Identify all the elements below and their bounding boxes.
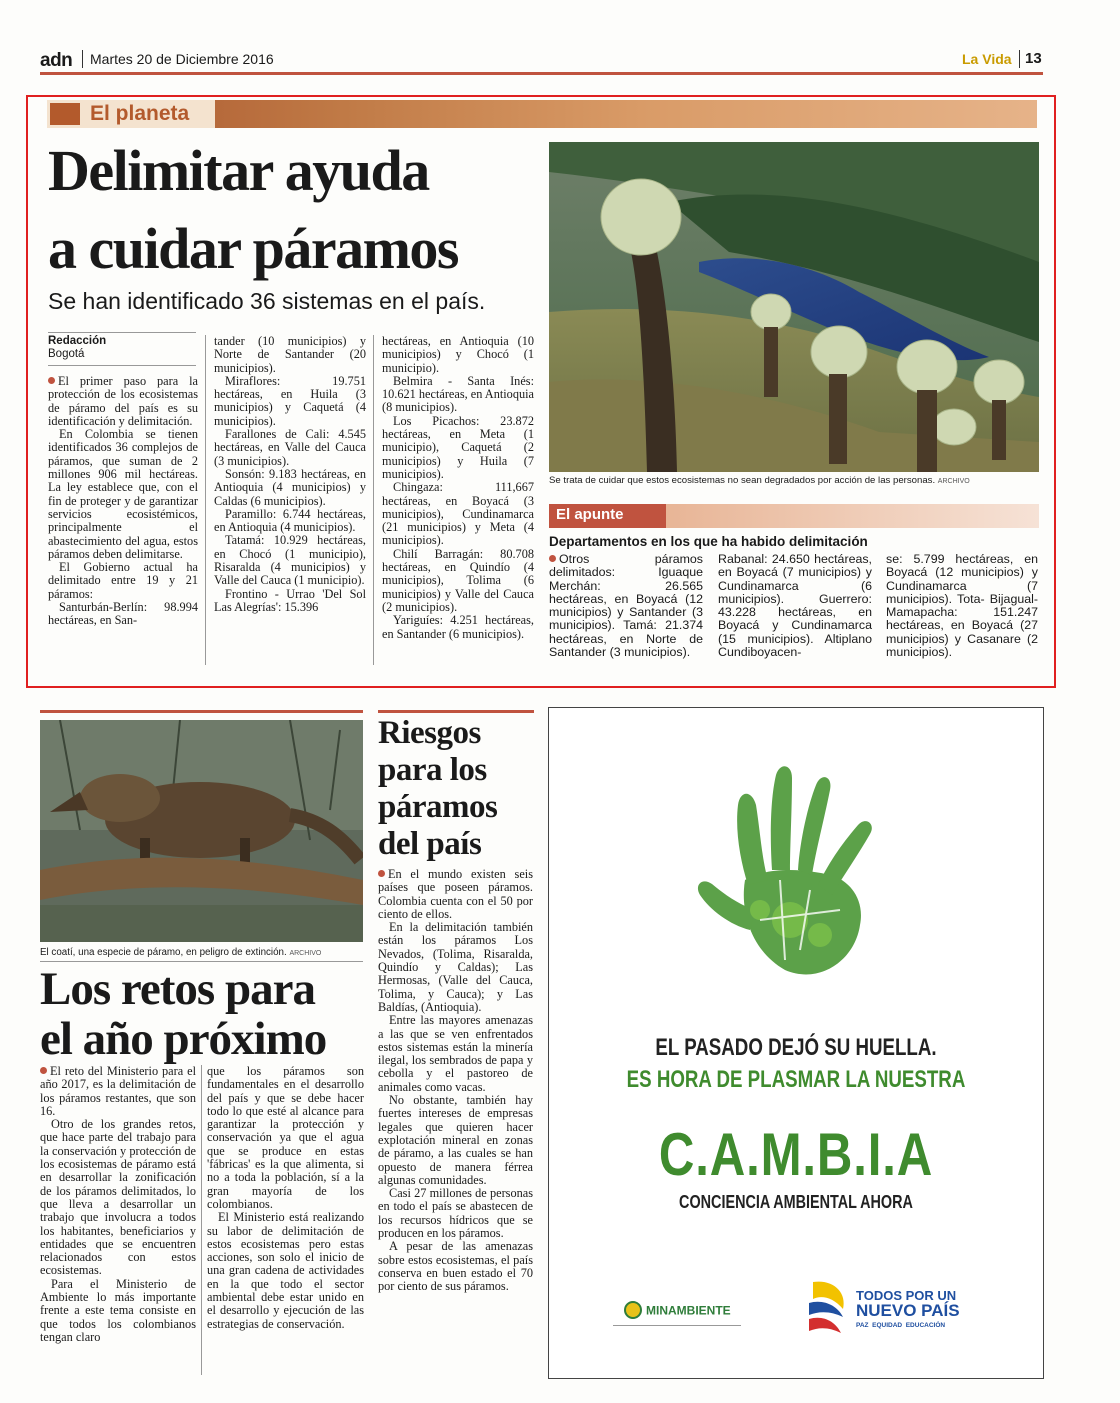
- riesgos-headline-line3: páramos: [378, 789, 498, 825]
- bullet-dot-icon: [378, 870, 385, 877]
- minambiente-logo: [624, 1301, 731, 1319]
- paragraph: Casi 27 millones de personas en todo el país se abastecen de los recursos hídricos que se producen en los páramos.: [378, 1186, 533, 1241]
- gov-logo-line2: NUEVO PAÍS: [856, 1301, 960, 1320]
- gov-logo-mark-icon: [803, 1277, 851, 1337]
- paragraph: No obstante, también hay fuertes intereses de empresas legales que quieren hacer explotación mineral en zonas de páramo, a las cuales se han opuesto de manera férrea algunas comunidades.: [378, 1093, 533, 1187]
- paragraph: Yariguíes: 4.251 hectáreas, en Santander (6 municipios).: [382, 613, 534, 641]
- bullet-dot-icon: [549, 555, 556, 562]
- section-square: [50, 103, 80, 125]
- paragraph: hectáreas, en Antioquia (10 municipios) y Chocó (1 municipio).: [382, 334, 534, 375]
- paragraph: Chilí Barragán: 80.708 hectáreas, en Quindío (4 municipios), Tolima (6 municipios) y Valle del Cauca (2 municipios).: [382, 546, 534, 614]
- caption-text: El coatí, una especie de páramo, en peligro de extinción.: [40, 947, 287, 958]
- paragraph: En la delimitación también están los páramos Los Nevados, (Tolima, Risaralda, Quindío y Caldas); Las Hermosas, (Valle del Cauca, Tolima, y Cauca); y Las Baldías, (Antioquia).: [378, 920, 533, 1014]
- paragraph: Belmira - Santa Inés: 10.621 hectáreas, en Antioquia (8 municipios).: [382, 373, 534, 415]
- ad-line2: ES HORA DE PLASMAR LA NUESTRA: [626, 1066, 966, 1093]
- section-label: El planeta: [90, 102, 190, 125]
- column-rule: [201, 1065, 202, 1375]
- paragraph: Chingaza: 111,667 hectáreas, en Boyacá (3 municipios), Cundinamarca (21 municipios) y Meta (4 municipios).: [382, 480, 534, 548]
- paragraph: Sonsón: 9.183 hectáreas, en Antioquia (4 municipios) y Caldas (6 municipios).: [214, 466, 366, 508]
- paragraph: que los páramos son fundamentales en el desarrollo del país y que se debe hacer todo lo que esté al alcance para garantizar la protección y conservación ya que el agua que se produce en estas 'fábricas' es la que alimenta, si no a toda la población, sí a la gran mayoría de los colombianos.: [207, 1064, 364, 1211]
- paragraph: El primer paso para la protección de los ecosistemas de páramo del país es su identificación y delimitación.: [48, 374, 198, 428]
- paragraph: tander (10 municipios) y Norte de Santander (20 municipios).: [214, 334, 366, 375]
- main-headline-line1: Delimitar ayuda: [48, 138, 429, 203]
- paragraph: Paramillo: 6.744 hectáreas, en Antioquia (4 municipios).: [214, 506, 366, 535]
- paramo-photo-caption: [549, 475, 1039, 487]
- caption-text: Se trata de cuidar que estos ecosistemas no sean degradados por acción de las personas.: [549, 475, 936, 486]
- ad-logos-rule: [613, 1325, 741, 1326]
- bullet-dot-icon: [40, 1067, 47, 1074]
- riesgos-top-rule: [378, 710, 534, 713]
- byline-rule-top: [48, 332, 196, 333]
- retos-col1: El reto del Ministerio para el año 2017, es la delimitación de los páramos restantes, que son 16. Otro de los grandes retos, que hace parte del trabajo para la conservación y protección de los ecosistemas de páramo está en desarrollar la zonificación de los páramos delimitados, lo que lleva a desarrollar un trabajo que involucra a todos los habitantes, beneficiarios y entidades que se encuentren relacionados con estos ecosistemas. Para el Ministerio de Ambiente lo más importante frente a este tema consiste en que todos los colombianos tengan claro: [40, 1064, 196, 1344]
- apunte-title: Departamentos en los que ha habido delimitación: [549, 534, 868, 549]
- gov-logo-line3: PAZ EQUIDAD EDUCACIÓN: [856, 1322, 946, 1329]
- paragraph: El Ministerio está realizando su labor de delimitación de estos ecosistemas pero estas acciones, son solo el inicio de una gran cadena de actividades en la que todo el sector ambiental debe estar unido en el desarrollo y ejecución de las estrategias de conservación.: [207, 1210, 364, 1331]
- main-article-col3: [382, 335, 534, 641]
- ad-line1: EL PASADO DEJÓ SU HUELLA.: [655, 1034, 937, 1061]
- main-article-col2: [214, 335, 366, 614]
- header-date: Martes 20 de Diciembre 2016: [90, 51, 274, 67]
- gov-logo-line1: TODOS POR UN: [856, 1288, 957, 1303]
- paragraph: A pesar de las amenazas sobre estos ecosistemas, el país conserva en buen estado el 70 por ciento de sus páramos.: [378, 1239, 533, 1294]
- byline-name: Redacción: [48, 335, 107, 347]
- retos-headline-line2: el año próximo: [40, 1013, 327, 1065]
- bullet-dot-icon: [48, 377, 55, 384]
- paragraph: Farallones de Cali: 4.545 hectáreas, en Valle del Cauca (3 municipios).: [214, 427, 366, 468]
- riesgos-body: En el mundo existen seis países que poseen páramos. Colombia cuenta con el 50 por ciento de ellos. En la delimitación también están los páramos Los Nevados, (Tolima, Risaralda, Quindío y Caldas); Las Hermosas, (Valle del Cauca, Tolima, y Cauca); y Las Baldías, (Antioquia). Entre las mayores amenazas a las que se ven enfrentados estos sistemas están la minería ilegal, los sembrados de papa y cebolla y el pastoreo de animales como vacas. No obstante, también hay fuertes intereses de empresas legales que quieren hacer explotación mineral en zonas de páramo, a las cuales se han opuesto de manera férrea algunas comunidades. Casi 27 millones de personas en todo el país se abastecen de los recursos hídricos que se producen en los páramos. A pesar de las amenazas sobre estos ecosistemas, el país conserva en buen estado el 70 por ciento de sus páramos.: [378, 867, 533, 1294]
- column-rule: [373, 335, 374, 665]
- byline-rule-bottom: [48, 365, 196, 366]
- byline-city: Bogotá: [48, 348, 85, 360]
- paragraph: Para el Ministerio de Ambiente lo más importante frente a este tema consiste en que todos los colombianos tengan claro: [40, 1276, 196, 1344]
- paragraph: Otro de los grandes retos, que hace parte del trabajo para la conservación y protección de los ecosistemas de páramo está en desarrollar la zonificación de los páramos delimitados, lo que lleva a desarrollar un trabajo que involucra a todos los habitantes, beneficiarios y entidades que se encuentren relacionados con estos ecosistemas.: [40, 1117, 196, 1278]
- caption-credit: ARCHIVO: [937, 478, 970, 485]
- header-section: La Vida: [962, 51, 1012, 67]
- ad-brand: C.A.M.B.I.A: [658, 1121, 934, 1188]
- apunte-col2: Rabanal: 24.650 hectáreas, en Boyacá (7 municipios) y Cundinamarca (6 municipios). Guerrero: 43.228 hectáreas, en Boyacá y Cundinamarca (15 municipios). Altiplano Cundiboyacen-: [718, 552, 872, 660]
- retos-col2: [207, 1065, 364, 1331]
- apunte-col1: Otros páramos delimitados: Iguaque Merchán: 26.565 hectáreas, en Boyacá (12 municipios) y Santander (3 municipios). Tamá: 21.374 hectáreas, en Norte de Santander (3 municipios).: [549, 552, 703, 660]
- caption-credit: ARCHIVO: [289, 950, 322, 957]
- paragraph: Frontino - Urrao 'Del Sol Las Alegrías': 15.396: [214, 586, 366, 614]
- caption-rule: [40, 961, 363, 962]
- riesgos-headline: [378, 715, 538, 863]
- header-divider: [82, 50, 83, 68]
- header-divider-right: [1019, 50, 1020, 68]
- paramo-photo: [549, 142, 1039, 472]
- paragraph: En Colombia se tienen identificados 36 complejos de páramos, que suman de 2 millones 906 mil hectáreas. La ley establece que, con el fin de proteger y de garantizar servicios ecosistémicos, principalmente el abastecimiento del agua, estos páramos deben delimitarse.: [48, 427, 198, 561]
- header-brand: adn: [40, 50, 73, 71]
- coati-photo: [40, 720, 363, 942]
- apunte-col3: se: 5.799 hectáreas, en Boyacá (12 municipios) y Cundinamarca (7 municipios). Tota- Bijagual-Mamapacha: 151.247 hectáreas, en Boyacá (27 municipios) y Casanare (2 municipios).: [886, 552, 1038, 660]
- riesgos-headline-line4: del país: [378, 826, 482, 862]
- retos-headline-line1: Los retos para: [40, 963, 315, 1015]
- riesgos-headline-line1: Riesgos: [378, 715, 481, 751]
- ad-brand-sub: CONCIENCIA AMBIENTAL AHORA: [679, 1192, 913, 1212]
- main-subheadline: Se han identificado 36 sistemas en el país.: [48, 288, 486, 314]
- paragraph: Tatamá: 10.929 hectáreas, en Chocó (1 municipio), Risaralda (4 municipios) y Valle del Cauca (1 municipio).: [214, 533, 366, 588]
- apunte-band: [666, 504, 1039, 528]
- minambiente-label: MINAMBIENTE: [646, 1303, 731, 1318]
- paragraph: Santurbán-Berlín: 98.994 hectáreas, en San-: [48, 600, 198, 628]
- retos-top-rule: [40, 710, 363, 713]
- main-headline-line2: a cuidar páramos: [48, 216, 458, 281]
- header-rule: [40, 72, 1043, 75]
- paragraph: Entre las mayores amenazas a las que se ven enfrentados estos sistemas están la minería ilegal, los sembrados de papa y cebolla y el pastoreo de animales como vacas.: [378, 1013, 533, 1094]
- paragraph: Los Picachos: 23.872 hectáreas, en Meta (1 municipio), Caquetá (2 municipios) y Huila (7 municipios).: [382, 413, 534, 481]
- paragraph: Miraflores: 19.751 hectáreas, en Huila (3 municipios) y Caquetá (4 municipios).: [214, 373, 366, 428]
- coati-photo-caption: [40, 947, 363, 958]
- paragraph: El Gobierno actual ha delimitado entre 19 y 21 páramos:: [48, 560, 198, 601]
- minambiente-seal-icon: [624, 1301, 642, 1319]
- header-page-number: 13: [1025, 50, 1042, 67]
- main-article-col1: [48, 375, 198, 628]
- column-rule: [205, 335, 206, 665]
- apunte-label: El apunte: [556, 506, 624, 523]
- riesgos-headline-line2: para los: [378, 752, 487, 788]
- handprint-icon: [690, 760, 890, 990]
